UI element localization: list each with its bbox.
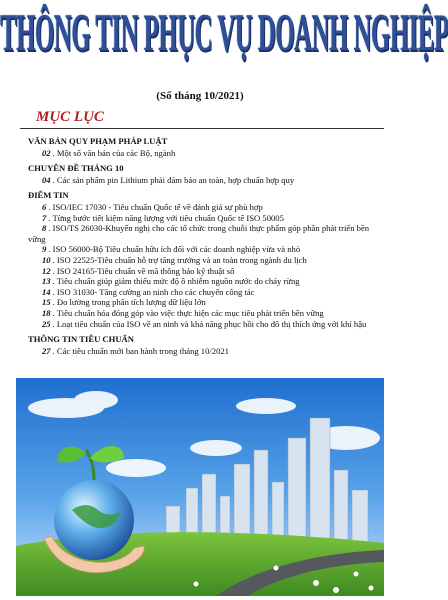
toc-entry-page: 10 [42, 254, 51, 265]
toc-entry[interactable]: 27 . Các tiêu chuẩn mới ban hành trong tháng 10/2021 [42, 345, 229, 356]
toc-entry-title: ISO 24165-Tiêu chuẩn về mã thông báo kỹ thuật số [56, 265, 235, 276]
toc-entry-page: 9 [42, 244, 47, 255]
toc-entry-page: 04 [42, 174, 51, 185]
toc-entry-title: Đo lường trong phân tích lượng dữ liệu lớn [56, 297, 206, 308]
toc-entry-page: 18 [42, 307, 51, 318]
toc-entry-page: 13 [42, 276, 51, 287]
toc-entry[interactable]: 18 . Tiêu chuẩn hóa đóng góp vào việc thực hiện các mục tiêu phát triển bền vững [42, 307, 324, 318]
toc-entry-title: Các tiêu chuẩn mới ban hành trong tháng 10/2021 [56, 345, 229, 356]
toc-entry-title: Tiêu chuẩn hóa đóng góp vào việc thực hiện các mục tiêu phát triển bền vững [56, 307, 324, 318]
toc-section-title: VĂN BẢN QUY PHẠM PHÁP LUẬT [28, 136, 168, 146]
toc-entry[interactable]: 7 . Từng bước tiết kiệm năng lượng với tiêu chuẩn Quốc tế ISO 50005 [42, 212, 284, 223]
toc-entry-page: 8 [42, 223, 47, 234]
table-of-contents [28, 136, 378, 361]
toc-entry-title: Từng bước tiết kiệm năng lượng với tiêu chuẩn Quốc tế ISO 50005 [52, 212, 284, 223]
masthead [0, 6, 448, 63]
toc-entry-title: ISO 56000-Bộ Tiêu chuẩn hữu ích đối với các doanh nghiệp vừa và nhỏ [52, 244, 301, 255]
masthead-title: THÔNG TIN PHỤC VỤ DOANH NGHIỆP [0, 6, 448, 63]
toc-heading-bar [20, 106, 384, 129]
toc-entry[interactable]: 14 . ISO 31030- Tăng cường an ninh cho các chuyến công tác [42, 286, 255, 297]
toc-entry-title: Các sản phẩm pin Lithium phải đảm bảo an toàn, hợp chuẩn hợp quy [56, 174, 295, 185]
toc-entry-title: Tiêu chuẩn giúp giảm thiểu mức độ ô nhiễm nguồn nước do cháy rừng [56, 276, 300, 287]
toc-entry[interactable]: 10 . ISO 22525-Tiêu chuẩn hỗ trợ tăng trưởng và an toàn trong ngành du lịch [42, 254, 307, 265]
toc-entry[interactable]: 02 . Một số văn bản của các Bộ, ngành [42, 147, 176, 158]
toc-section [28, 334, 378, 356]
toc-entry-title: ISO 31030- Tăng cường an ninh cho các chuyến công tác [56, 286, 255, 297]
toc-entry-page: 25 [42, 318, 51, 329]
toc-section-title: THÔNG TIN TIÊU CHUẨN [28, 334, 134, 345]
toc-entry-title: Một số văn bản của các Bộ, ngành [56, 147, 176, 158]
toc-heading: MỤC LỤC [36, 109, 104, 125]
toc-entry[interactable]: 15 . Đo lường trong phân tích lượng dữ liệu lớn [42, 297, 206, 308]
toc-entry-page: 27 [42, 345, 51, 356]
toc-entry[interactable]: 9 . ISO 56000-Bộ Tiêu chuẩn hữu ích đối với các doanh nghiệp vừa và nhỏ [42, 244, 301, 255]
toc-entry-page: 12 [42, 265, 51, 276]
toc-section [28, 163, 378, 185]
toc-entry[interactable]: 04 . Các sản phẩm pin Lithium phải đảm bảo an toàn, hợp chuẩn hợp quy [42, 174, 295, 185]
toc-entry[interactable]: 12 . ISO 24165-Tiêu chuẩn về mã thông báo kỹ thuật số [42, 265, 235, 276]
issue-number: (Số tháng 10/2021) [156, 90, 244, 102]
toc-section [28, 136, 378, 158]
toc-entry[interactable]: 8 . ISO/TS 26030-Khuyến nghị cho các tổ chức trong chuỗi thực phẩm góp phần phát triển bền vững [28, 223, 370, 244]
toc-entry-page: 14 [42, 286, 51, 297]
toc-entry-page: 6 [42, 201, 47, 212]
toc-section-title: CHUYÊN ĐỀ THÁNG 10 [28, 163, 124, 174]
toc-entry-title: Loạt tiêu chuẩn của ISO về an ninh và khả năng phục hồi cho đô thị thích ứng với khí hậu [56, 318, 367, 329]
toc-entry-title: ISO/TS 26030-Khuyến nghị cho các tổ chức trong chuỗi thực phẩm góp phần phát triển bền vững [28, 223, 370, 244]
toc-section [28, 190, 378, 329]
toc-section-title: ĐIỂM TIN [28, 190, 69, 201]
toc-entry[interactable]: 25 . Loạt tiêu chuẩn của ISO về an ninh và khả năng phục hồi cho đô thị thích ứng với khí hậu [42, 318, 367, 329]
toc-entry-page: 02 [42, 147, 51, 158]
cover-illustration [16, 378, 384, 596]
toc-entry[interactable]: 6 . ISO/IEC 17030 - Tiêu chuẩn Quốc tế về đánh giá sự phù hợp [42, 201, 263, 212]
toc-entry-page: 15 [42, 297, 51, 308]
toc-entry[interactable]: 13 . Tiêu chuẩn giúp giảm thiểu mức độ ô nhiễm nguồn nước do cháy rừng [42, 276, 300, 287]
toc-entry-title: ISO/IEC 17030 - Tiêu chuẩn Quốc tế về đánh giá sự phù hợp [52, 201, 263, 212]
toc-entry-title: ISO 22525-Tiêu chuẩn hỗ trợ tăng trưởng và an toàn trong ngành du lịch [56, 254, 307, 265]
toc-entry-page: 7 [42, 212, 47, 223]
